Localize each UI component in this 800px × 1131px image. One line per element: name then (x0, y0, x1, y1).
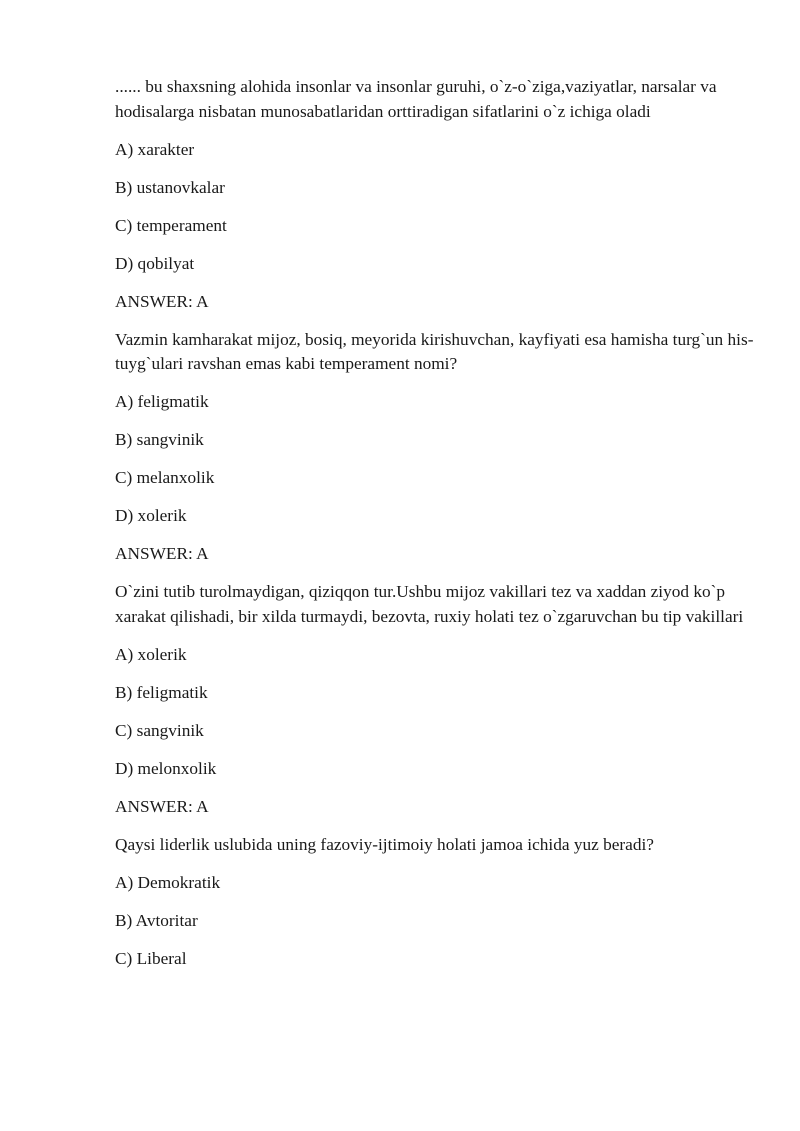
answer-option: D) xolerik (115, 506, 187, 525)
question-block (115, 833, 755, 972)
answer-option: B) feligmatik (115, 682, 208, 702)
document-body (115, 75, 755, 985)
question-block (115, 580, 755, 819)
answer-option: A) xarakter (115, 139, 195, 159)
question-text: Vazmin kamharakat mijoz, bosiq, meyorida kirishuvchan, kayfiyati esa hamisha turg`un his-tuyg`ulari ravshan emas kabi temperament nomi? (115, 329, 754, 373)
correct-answer: ANSWER: A (115, 291, 209, 311)
answer-option: D) melonxolik (115, 758, 217, 778)
answer-option: A) xolerik (115, 644, 187, 664)
answer-option: B) ustanovkalar (115, 177, 225, 197)
answer-option: B) Avtoritar (115, 910, 198, 930)
answer-option: C) sangvinik (115, 720, 204, 740)
question-text: O`zini tutib turolmaydigan, qiziqqon tur.Ushbu mijoz vakillari tez va xaddan ziyod ko`p xarakat qilishadi, bir xilda turmaydi, bezovta, ruxiy holati tez o`zgaruvchan bu tip vakillari (115, 582, 744, 626)
answer-option: A) Demokratik (115, 872, 221, 892)
answer-option: C) melanxolik (115, 468, 215, 487)
question-block (115, 328, 755, 567)
question-text: Qaysi liderlik uslubida uning fazoviy-ijtimoiy holati jamoa ichida yuz beradi? (115, 834, 654, 854)
answer-option: C) temperament (115, 215, 227, 235)
correct-answer: ANSWER: A (115, 796, 209, 816)
answer-option: D) qobilyat (115, 253, 195, 273)
answer-option: B) sangvinik (115, 430, 204, 449)
answer-option: C) Liberal (115, 948, 187, 968)
answer-option: A) feligmatik (115, 392, 209, 411)
question-block (115, 75, 755, 314)
question-text: ...... bu shaxsning alohida insonlar va insonlar guruhi, o`z-o`ziga,vaziyatlar, narsalar va hodisalarga nisbatan munosabatlaridan orttiradigan sifatlarini o`z ichiga oladi (115, 77, 717, 121)
correct-answer: ANSWER: A (115, 544, 209, 563)
